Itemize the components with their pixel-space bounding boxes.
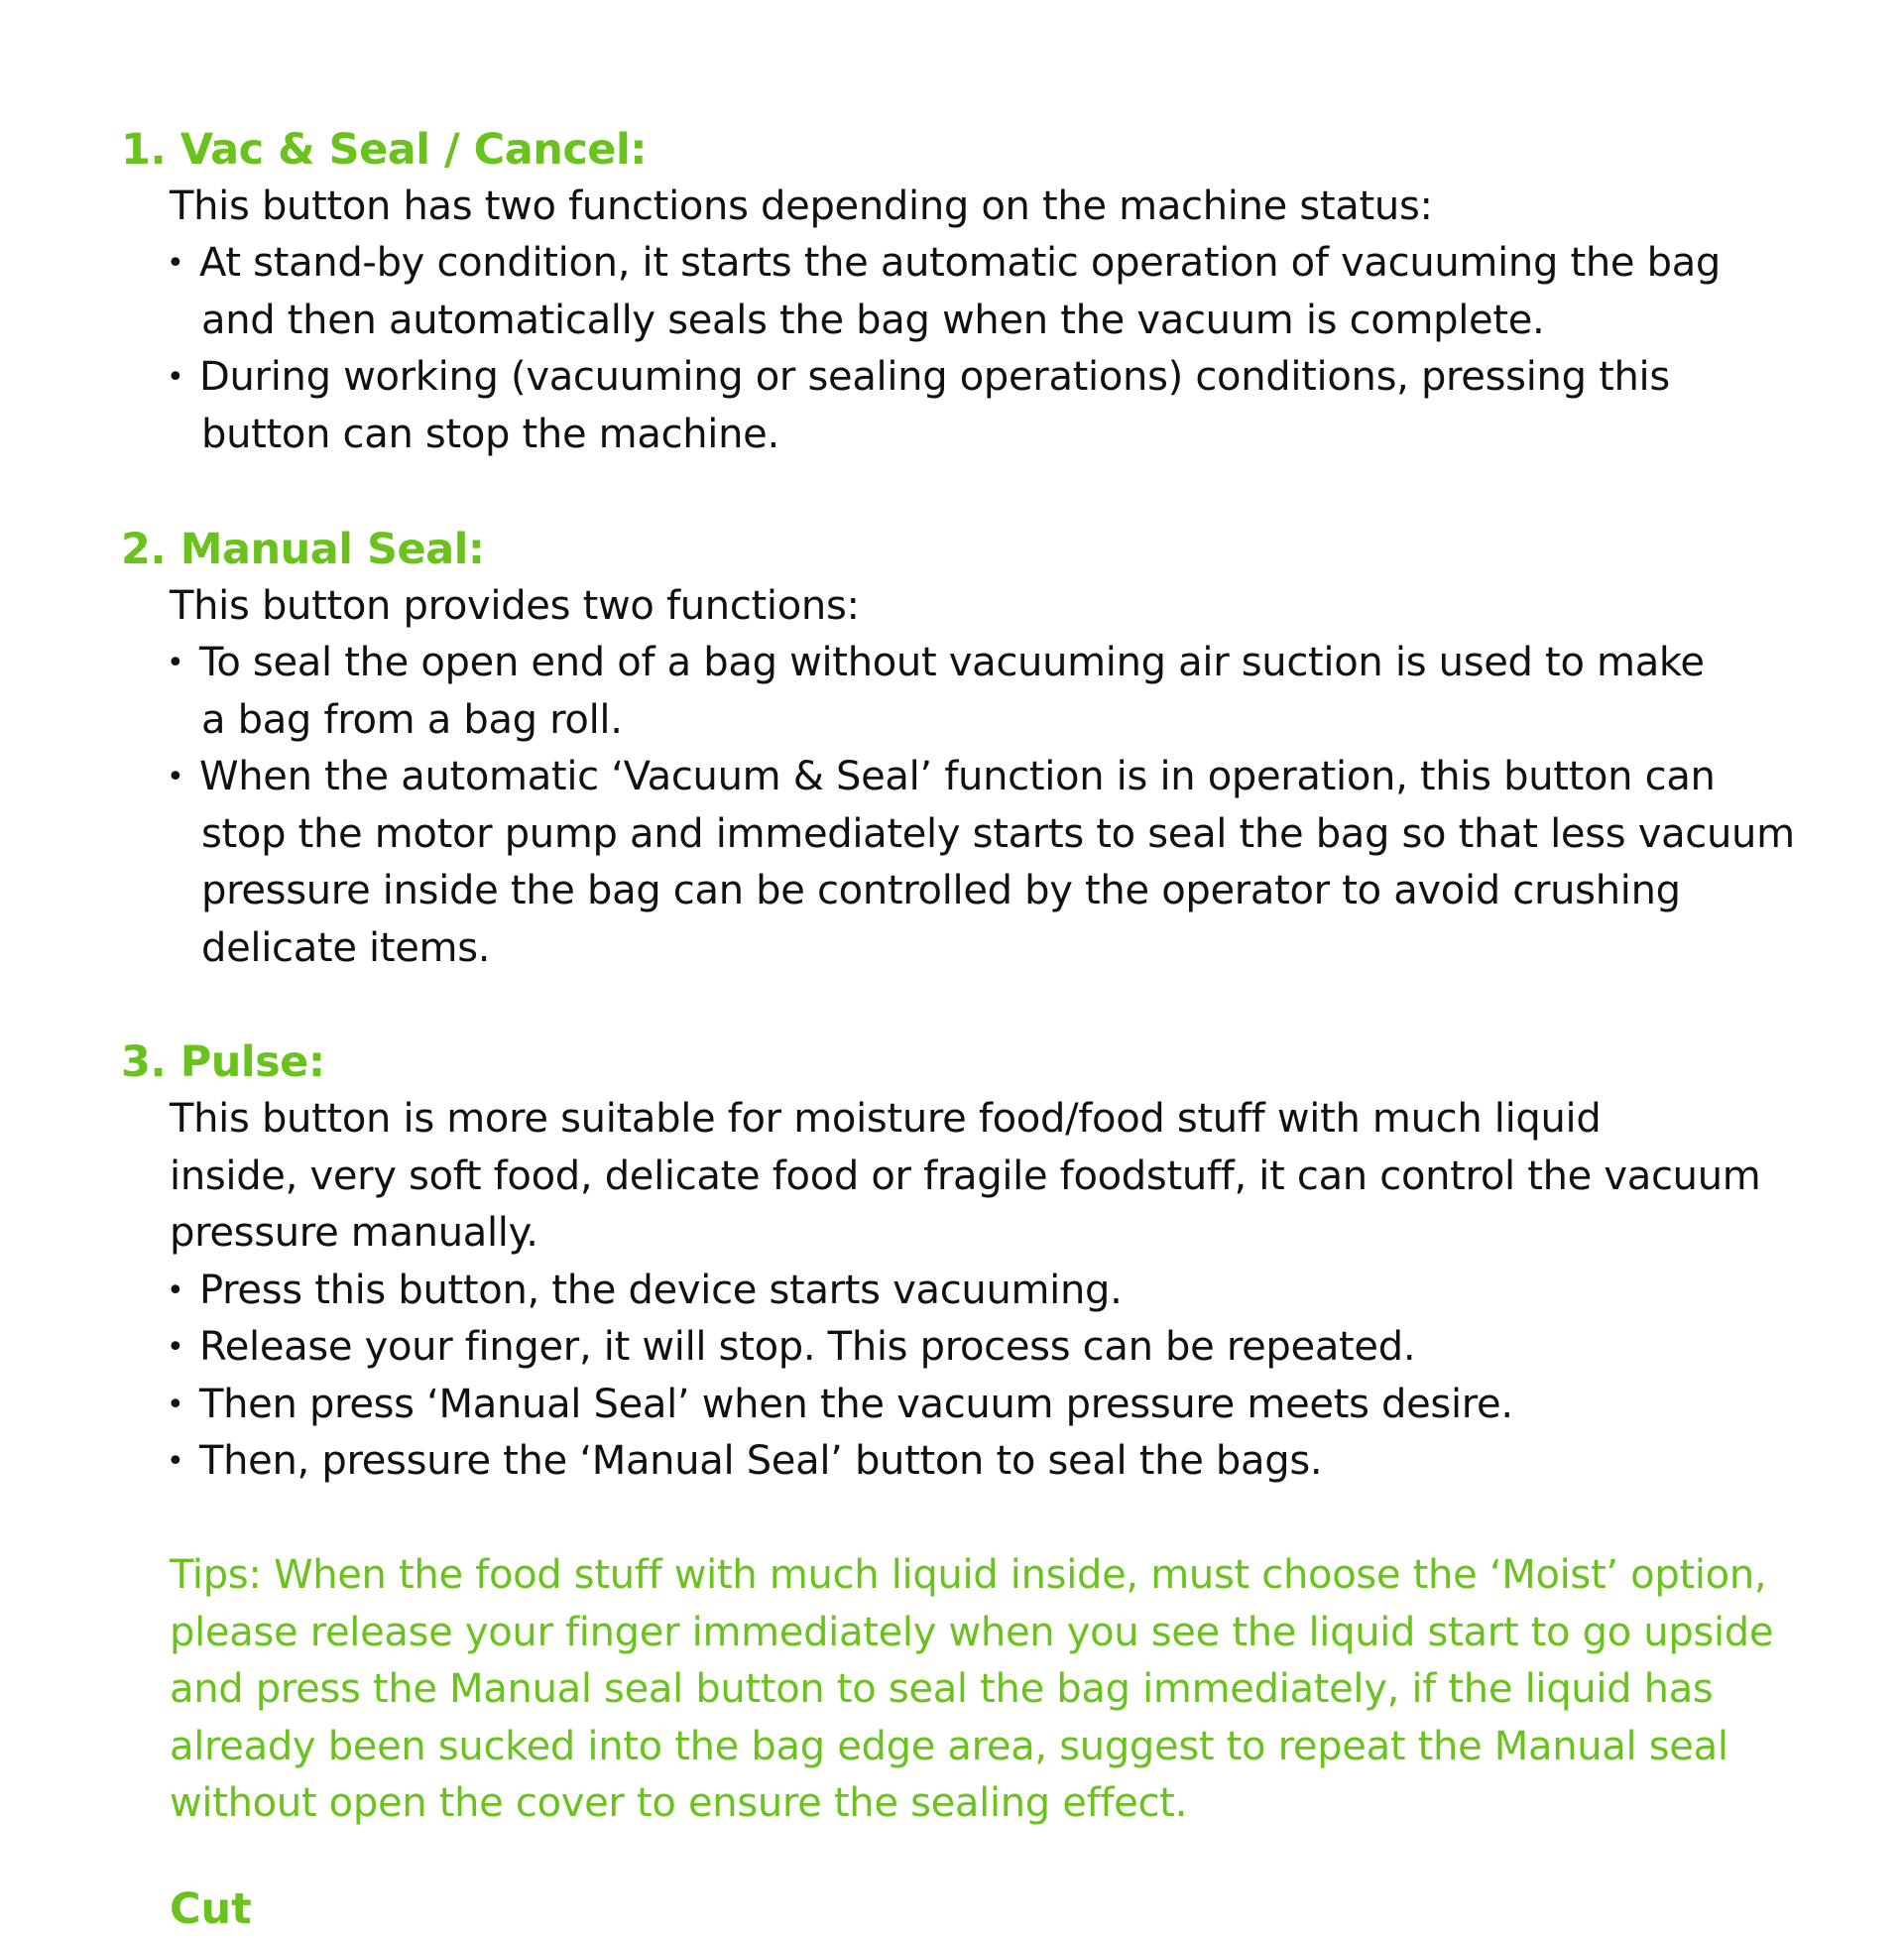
bullet-icon: •	[167, 646, 184, 680]
bullet-line: button can stop the machine.	[201, 411, 779, 457]
section-3-bullet-4	[167, 1433, 1322, 1491]
bullet-line: Release your finger, it will stop. This process can be repeated.	[199, 1324, 1416, 1370]
bullet-icon: •	[167, 1330, 184, 1365]
section-1-intro	[170, 179, 1433, 236]
section-3-intro-line: pressure manually.	[170, 1210, 538, 1256]
section-1-bullet-2	[167, 349, 1670, 463]
section-2-bullet-1	[167, 635, 1705, 749]
bullet-icon: •	[167, 246, 184, 281]
bullet-line: To seal the open end of a bag without vacuuming air suction is used to make	[199, 640, 1705, 685]
bullet-line: At stand-by condition, it starts the automatic operation of vacuuming the bag	[199, 240, 1722, 286]
next-section-heading-truncated	[170, 1880, 259, 1934]
section-2-bullet-2	[167, 749, 1795, 977]
bullet-icon: •	[167, 760, 184, 794]
bullet-line: and then automatically seals the bag when the vacuum is complete.	[201, 297, 1545, 343]
bullet-line: Then, pressure the ‘Manual Seal’ button to seal the bags.	[199, 1438, 1323, 1484]
bullet-line: stop the motor pump and immediately starts to seal the bag so that less vacuum	[201, 810, 1795, 857]
bullet-icon: •	[167, 1444, 184, 1479]
section-3-intro	[170, 1091, 1760, 1263]
bullet-line: delicate items.	[201, 924, 491, 971]
section-1-bullet-1	[167, 235, 1721, 349]
section-3-bullet-3	[167, 1377, 1513, 1434]
tips-line: and press the Manual seal button to seal the bag immediately, if the liquid has	[170, 1666, 1714, 1712]
bullet-line: a bag from a bag roll.	[201, 696, 623, 743]
section-1-intro-line: This button has two functions depending on the machine status:	[170, 183, 1433, 229]
bullet-line: When the automatic ‘Vacuum & Seal’ function is in operation, this button can	[199, 754, 1716, 799]
section-2-intro	[170, 578, 860, 636]
section-3-heading: 3. Pulse:	[121, 1037, 325, 1087]
bullet-icon: •	[167, 360, 184, 395]
bullet-line: pressure inside the bag can be controlled by the operator to avoid crushing	[201, 868, 1681, 913]
truncated-heading-text: Cut	[170, 1884, 252, 1934]
bullet-icon: •	[167, 1388, 184, 1422]
section-2-intro-line: This button provides two functions:	[170, 583, 860, 629]
section-1-heading: 1. Vac & Seal / Cancel:	[121, 125, 647, 175]
bullet-icon: •	[167, 1273, 184, 1308]
tips-line: please release your finger immediately when you see the liquid start to go upside	[170, 1609, 1774, 1655]
bullet-line: Press this button, the device starts vacuuming.	[199, 1268, 1123, 1313]
tips-paragraph	[170, 1547, 1773, 1833]
bullet-line: During working (vacuuming or sealing operations) conditions, pressing this	[199, 354, 1670, 400]
section-3-intro-line: inside, very soft food, delicate food or fragile foodstuff, it can control the vacuum	[170, 1152, 1761, 1199]
section-3-bullet-2	[167, 1319, 1415, 1377]
tips-line: without open the cover to ensure the sealing effect.	[170, 1780, 1187, 1826]
section-2-heading: 2. Manual Seal:	[121, 525, 485, 574]
tips-line: Tips: When the food stuff with much liquid inside, must choose the ‘Moist’ option,	[170, 1552, 1767, 1598]
section-3-bullet-1	[167, 1263, 1123, 1320]
tips-line: already been sucked into the bag edge area, suggest to repeat the Manual seal	[170, 1723, 1728, 1769]
section-3-intro-line: This button is more suitable for moisture food/food stuff with much liquid	[170, 1096, 1602, 1142]
bullet-line: Then press ‘Manual Seal’ when the vacuum pressure meets desire.	[199, 1382, 1513, 1427]
